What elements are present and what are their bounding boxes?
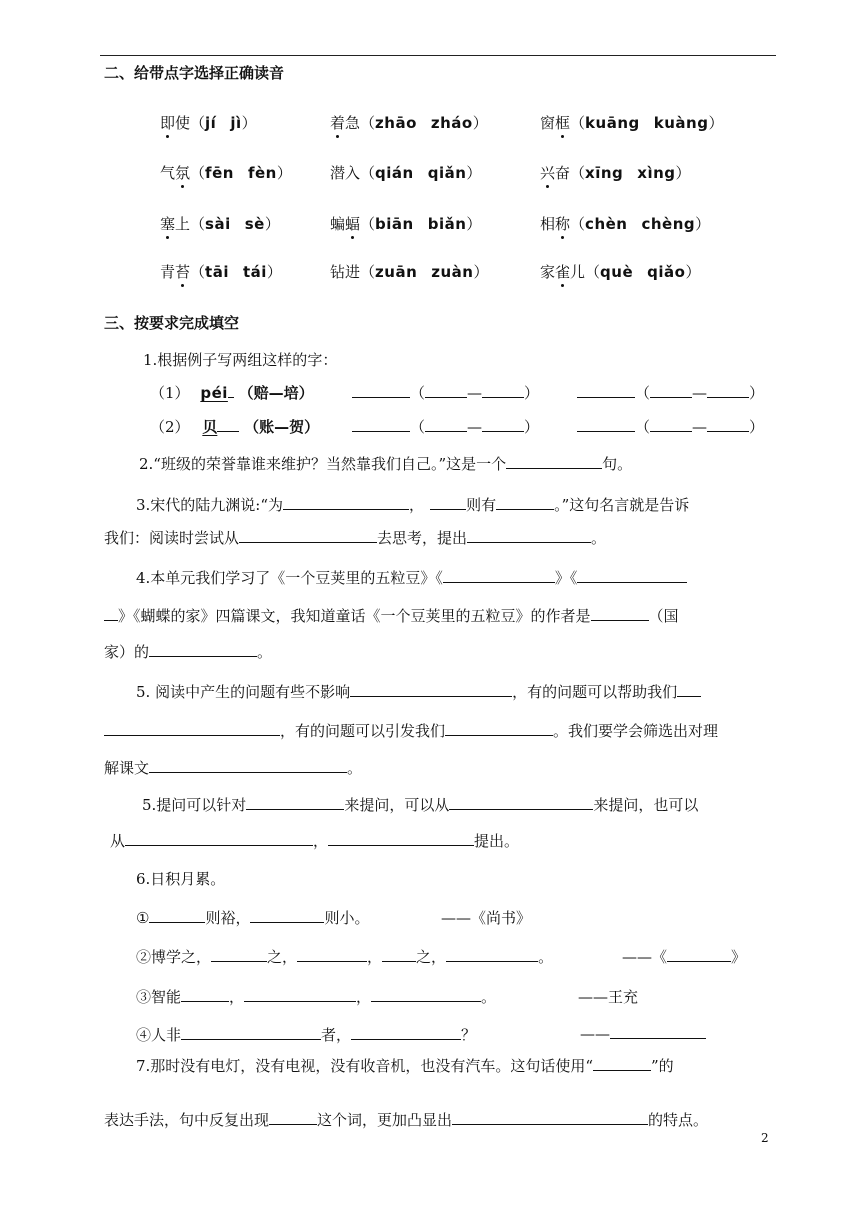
q5a-blank1[interactable] [350, 682, 512, 697]
q6-l2-blank4[interactable] [446, 947, 538, 962]
q5a-text-f: 。 [347, 759, 363, 777]
pinyin-item [540, 261, 700, 282]
q6-l2-source-end: 》 [731, 948, 747, 966]
q1-answer-2a[interactable]: （ — ） [352, 416, 539, 437]
q6-l1-blank2[interactable] [250, 908, 324, 923]
q4-line1 [136, 567, 687, 588]
q6-l2-blank3[interactable] [382, 947, 416, 962]
row2-num: （2） [150, 418, 190, 436]
pinyin-option-2[interactable]: tái [242, 263, 267, 281]
char-rest: 使（ [175, 114, 206, 132]
pinyin-item [540, 162, 691, 183]
q5b-text-a: 5.提问可以针对 [142, 796, 247, 814]
q7-text-d: 这个词，更加凸显出 [317, 1111, 453, 1129]
q4-text-b: 》《 [554, 569, 578, 587]
q2-text: 2.“班级的荣誉靠谁来维护？当然靠我们自己。”这是一个 [139, 455, 507, 473]
pinyin-option-2[interactable]: biǎn [427, 215, 467, 233]
q4-blank1[interactable] [443, 568, 555, 583]
q4-line2 [104, 605, 679, 626]
q6-l2-text-a: ②博学之， [136, 948, 212, 966]
q5a-text-c: ，有的问题可以引发我们 [280, 722, 446, 740]
pinyin-option-2[interactable]: xìng [637, 164, 676, 182]
char-rest: （ [190, 263, 206, 281]
char: 相 [540, 215, 556, 233]
q7-line1 [136, 1055, 674, 1076]
q3-blank1[interactable] [283, 495, 409, 510]
q4-blank4[interactable] [149, 642, 257, 657]
pinyin-item [540, 112, 723, 133]
q3-blank5[interactable] [467, 528, 591, 543]
q6-line1 [136, 907, 369, 928]
q4-text-a: 4.本单元我们学习了《一个豆荚里的五粒豆》《 [136, 569, 443, 587]
paren-close: ） [264, 215, 280, 233]
q6-title: 6.日积月累。 [136, 870, 226, 888]
pinyin-option-2[interactable]: jì [230, 114, 242, 132]
q6-l4-source-text: —— [580, 1025, 610, 1043]
char: 家 [540, 263, 556, 281]
paren-close: ） [695, 215, 711, 233]
q5b-text-b: 来提问，可以从 [344, 796, 450, 814]
q6-l2-text-e: 。 [538, 948, 554, 966]
q5a-line1 [136, 681, 701, 702]
pinyin-option-1[interactable]: xīng [585, 164, 624, 182]
q4-text-c: 》《蝴蝶的家》四篇课文，我知道童话《一个豆荚里的五粒豆》的作者是 [118, 607, 591, 625]
q6-l3-text-d: 。 [481, 988, 497, 1006]
q6-l3-text-b: ， [229, 988, 245, 1006]
dotted-char: 即 [160, 114, 176, 132]
q6-line2 [136, 946, 553, 967]
pinyin-item [330, 261, 488, 282]
pinyin-option-1[interactable]: zuān [375, 263, 418, 281]
q3-text-f2: 去思考，提出 [377, 529, 468, 547]
q1-text: 1.根据例子写两组这样的字： [143, 351, 338, 369]
pinyin-option-1[interactable]: què [600, 263, 634, 281]
page-number: 2 [761, 1131, 769, 1145]
paren-close: ） [266, 263, 282, 281]
char: 青 [160, 263, 176, 281]
q5b-text-f: 提出。 [474, 832, 520, 850]
q5a-blank4[interactable] [149, 758, 347, 773]
q6-l2-source-text: ——《 [622, 948, 668, 966]
paren-close: ） [276, 164, 292, 182]
row2-example: 贝 [202, 418, 218, 436]
q5a-blank2a[interactable] [677, 682, 701, 697]
q6-l2-blank1[interactable] [211, 947, 267, 962]
pinyin-option-1[interactable]: chèn [585, 215, 628, 233]
dotted-char: 苔 [175, 263, 191, 281]
q6-l4-source-blank[interactable] [610, 1024, 706, 1039]
q3-blank4[interactable] [239, 528, 377, 543]
q6-l4-text-c: ？ [461, 1026, 477, 1044]
q5a-text-e: 解课文 [104, 759, 150, 777]
q5b-line2 [110, 830, 519, 851]
q6-l2-source-blank[interactable] [667, 947, 731, 962]
q2-blank[interactable] [506, 454, 602, 469]
q5b-line1 [142, 794, 698, 815]
q7-blank1[interactable] [593, 1056, 651, 1071]
q4-text-d: （国 [648, 607, 679, 625]
dotted-char: 雀 [555, 263, 571, 281]
pinyin-item [160, 261, 282, 282]
q6-line3 [136, 986, 496, 1007]
q5b-text-d: 从 [110, 832, 126, 850]
q6-l3-text-a: ③智能 [136, 988, 182, 1006]
paren-close: ） [472, 114, 488, 132]
q1-row1 [150, 382, 314, 403]
q6-l2-blank2[interactable] [297, 947, 367, 962]
pinyin-option-1[interactable]: qián [375, 164, 414, 182]
pinyin-option-2[interactable]: fèn [247, 164, 277, 182]
q6-l1-text-c: 则小。 [324, 909, 370, 927]
q5b-blank1[interactable] [246, 795, 344, 810]
pinyin-item [540, 213, 710, 234]
pinyin-option-2[interactable]: chèng [641, 215, 696, 233]
paren-close: ） [685, 263, 701, 281]
char-rest: （ [190, 164, 206, 182]
q5a-line3 [104, 757, 362, 778]
q6-l4-text-a: ④人非 [136, 1026, 182, 1044]
q7-text-b: ”的 [650, 1057, 674, 1075]
q4-line3-fill [104, 641, 272, 662]
q3-text-e: 我们：阅读时尝试从 [104, 529, 240, 547]
q2-end: 句。 [602, 455, 633, 473]
q5a-text-a: 5. 阅读中产生的问题有些不影响 [136, 683, 351, 701]
q7-text-a: 7.那时没有电灯，没有电视，没有收音机，也没有汽车。这句话使用“ [136, 1057, 593, 1075]
char-rest: 入（ [345, 164, 376, 182]
q6-l3-source: ——王充 [578, 988, 639, 1006]
q6-l3-text-c: ， [356, 988, 372, 1006]
pinyin-option-2[interactable]: qiǎo [647, 263, 686, 281]
pinyin-item [330, 162, 481, 183]
q3-line2-fill [104, 527, 606, 548]
char-rest: 急（ [345, 114, 376, 132]
q5b-text-c: 来提问，也可以 [593, 796, 699, 814]
paren-close: ） [473, 263, 489, 281]
pinyin-option-2[interactable]: zuàn [431, 263, 474, 281]
q3-text-c: 则有 [466, 496, 497, 514]
q2 [139, 453, 632, 474]
q4-text-e: 家）的 [104, 643, 150, 661]
q1-row2 [150, 416, 319, 437]
row2-pair: （账—贺） [244, 418, 320, 436]
q6-l3-blank2[interactable] [244, 987, 356, 1002]
q6-line4 [136, 1024, 476, 1045]
q5a-line2 [104, 720, 718, 741]
q6-l4-source [580, 1024, 706, 1043]
q7-line2 [104, 1109, 708, 1130]
q1-answer-1b[interactable]: （ — ） [577, 382, 764, 403]
pinyin-option-1[interactable]: kuāng [585, 114, 640, 132]
char-rest: （ [360, 215, 376, 233]
char: 潜 [330, 164, 346, 182]
q6-l1-text-b: 则裕， [205, 909, 251, 927]
pinyin-option-1[interactable]: biān [375, 215, 414, 233]
q6-l4-blank2[interactable] [351, 1025, 461, 1040]
header-rule [100, 55, 776, 56]
row1-example: péi [200, 384, 228, 402]
paren-close: ） [675, 164, 691, 182]
pinyin-option-1[interactable]: zhāo [375, 114, 417, 132]
dotted-char: 称 [555, 215, 571, 233]
paren-close: ） [708, 114, 724, 132]
dotted-char: 框 [555, 114, 571, 132]
q6-l2-text-b: 之， [267, 948, 298, 966]
q4-blank3[interactable] [591, 606, 649, 621]
q5b-text-e: ， [313, 832, 329, 850]
pinyin-option-1[interactable]: fēn [205, 164, 234, 182]
dotted-char: 着 [330, 114, 346, 132]
char-rest: （ [570, 215, 586, 233]
pinyin-option-1[interactable]: sài [205, 215, 231, 233]
q1-answer-2b[interactable]: （ — ） [577, 416, 764, 437]
q3-line1 [136, 494, 689, 515]
q6-l2-text-c: ， [367, 948, 383, 966]
q3-text-b: ， [409, 496, 425, 514]
pinyin-item [160, 213, 280, 234]
q3-blank3[interactable] [496, 495, 554, 510]
row1-num: （1） [150, 384, 190, 402]
q6-l2-source [622, 946, 746, 967]
char: 蝙 [330, 215, 346, 233]
q5b-blank2[interactable] [449, 795, 593, 810]
section2-title: 二、给带点字选择正确读音 [104, 64, 285, 82]
pinyin-item [330, 213, 481, 234]
q6-l4-blank1[interactable] [181, 1025, 321, 1040]
pinyin-option-2[interactable]: qiǎn [427, 164, 467, 182]
q4-text-f2: 。 [257, 643, 273, 661]
pinyin-option-1[interactable]: jí [205, 114, 217, 132]
dotted-char: 兴 [540, 164, 556, 182]
q6-l2-text-d: 之， [416, 948, 447, 966]
char-rest: 儿（ [570, 263, 601, 281]
q5a-blank3[interactable] [445, 721, 553, 736]
q6-l4-text-b: 者， [321, 1026, 352, 1044]
q6-l1-source: ——《尚书》 [441, 909, 532, 927]
pinyin-item [160, 162, 292, 183]
dotted-char: 氛 [175, 164, 191, 182]
q7-text-c: 表达手法，句中反复出现 [104, 1111, 270, 1129]
q6-l1-num: ① [136, 909, 150, 927]
q7-blank3[interactable] [452, 1110, 648, 1125]
q4-blank2a[interactable] [577, 568, 687, 583]
paren-close: ） [466, 164, 482, 182]
q6-l3-blank3[interactable] [371, 987, 481, 1002]
char-rest: 上（ [175, 215, 206, 233]
char: 气 [160, 164, 176, 182]
q3-text-d: 。”这句名言就是告诉 [554, 496, 690, 514]
q1-answer-1a[interactable]: （ — ） [352, 382, 539, 403]
dotted-char: 蝠 [345, 215, 361, 233]
row1-pair: （赔—培） [238, 384, 314, 402]
q5a-text-d: 。我们要学会筛选出对理 [553, 722, 719, 740]
char-rest: 进（ [345, 263, 376, 281]
q3-text-g: 。 [591, 529, 607, 547]
paren-close: ） [241, 114, 257, 132]
char: 钻 [330, 263, 346, 281]
q5b-blank4[interactable] [328, 831, 474, 846]
paren-close: ） [466, 215, 482, 233]
pinyin-option-1[interactable]: tāi [205, 263, 229, 281]
pinyin-option-2[interactable]: zháo [430, 114, 473, 132]
q5a-text-b: ，有的问题可以帮助我们 [512, 683, 678, 701]
char-rest: （ [570, 114, 586, 132]
char-rest: 奋（ [555, 164, 586, 182]
q3-blank2[interactable] [430, 495, 466, 510]
q7-blank2[interactable] [269, 1110, 317, 1125]
pinyin-item [160, 112, 257, 133]
q7-text-e: 的特点。 [648, 1111, 709, 1129]
q5a-blank2b[interactable] [104, 721, 280, 736]
char: 窗 [540, 114, 556, 132]
dotted-char: 塞 [160, 215, 176, 233]
section3-title: 三、按要求完成填空 [104, 314, 240, 332]
q3-text-a: 3.宋代的陆九渊说:“为 [136, 496, 284, 514]
pinyin-option-2[interactable]: kuàng [653, 114, 709, 132]
pinyin-item [330, 112, 488, 133]
q6-l3-blank1[interactable] [181, 987, 229, 1002]
pinyin-option-2[interactable]: sè [244, 215, 265, 233]
q6-l1-blank1[interactable] [149, 908, 205, 923]
q5b-blank3[interactable] [125, 831, 313, 846]
q4-blank2b[interactable] [104, 606, 118, 621]
